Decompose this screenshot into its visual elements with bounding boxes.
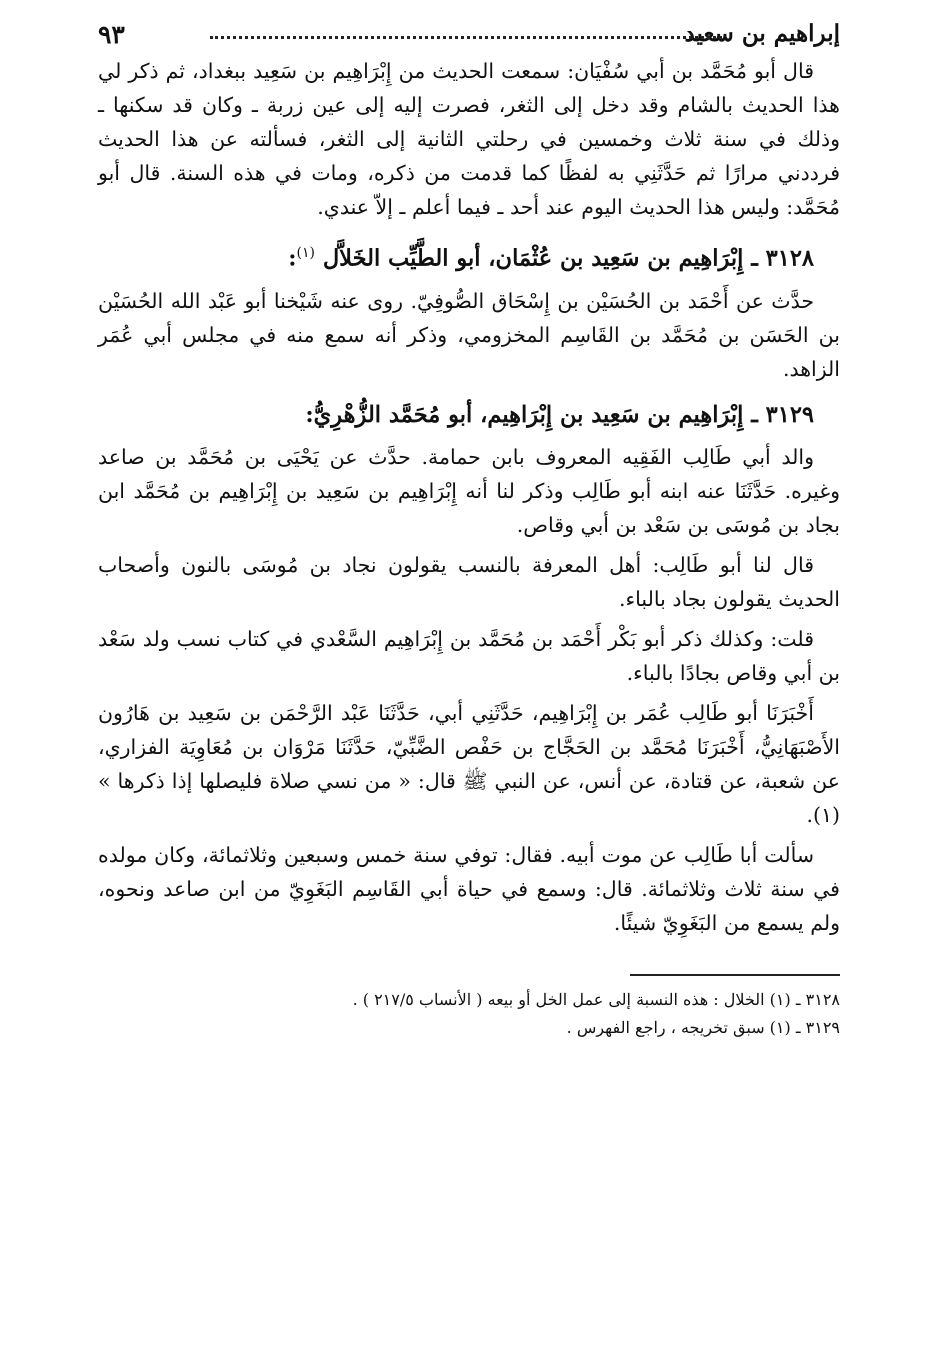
running-head-title: إبراهيم بن سعيد	[684, 20, 840, 47]
running-head	[98, 14, 840, 54]
intro-paragraph: قال أبو مُحَمَّد بن أبي سُفْيَان: سمعت الحديث من إِبْرَاهِيم بن سَعِيد ببغداد، ثم ذكر لي هذا الحديث بالشام وقد دخل إلى الثغر، فصرت إليه إلى عين زربة ـ وكان قد سكنها ـ وذلك في سنة ثلاث وخمسين في رحلتي الثانية إلى الثغر، فسألته عن هذا الحديث فرددني مرارًا ثم حَدَّثَنِي به لفظًا كما قدمت من ذكره، ومات في هذه السنة. قال أبو مُحَمَّد: وليس هذا الحديث اليوم عند أحد ـ فيما أعلم ـ إلاّ عندي.	[98, 59, 840, 219]
page-number: ٩٣	[98, 20, 125, 49]
entry-heading-3128	[98, 236, 840, 276]
footnote: ٣١٢٩ ـ (١) سبق تخريجه ، راجع الفهرس .	[566, 1017, 840, 1037]
footnote-ref: (١)	[296, 245, 315, 261]
entry-heading-text: ٣١٢٨ ـ إِبْرَاهِيم بن سَعِيد بن عُثْمَان، أبو الطَّيِّب الخَلاَّل	[322, 245, 814, 272]
entry-paragraph: قلت: وكذلك ذكر أبو بَكْر أَحْمَد بن مُحَمَّد بن إِبْرَاهِيم السَّعْدي في كتاب نسب ولد سَعْد بن أبي وقاص بجادًا بالباء.	[98, 626, 840, 685]
footnote: ٣١٢٨ ـ (١) الخلال : هذه النسبة إلى عمل الخل أو بيعه ( الأنساب ٢١٧/٥ ) .	[352, 989, 840, 1009]
footnote-separator	[630, 974, 840, 976]
entry-paragraph: قال لنا أبو طَالِب: أهل المعرفة بالنسب يقولون نجاد بن مُوسَى بالنون وأصحاب الحديث يقولون بجاد بالباء.	[98, 552, 840, 611]
entry-paragraph: أَخْبَرَنَا أبو طَالِب عُمَر بن إِبْرَاهِيم، حَدَّثَنِي أبي، حَدَّثَنَا عَبْد الرَّحْمَن بن سَعِيد بن هَارُون الأَصْبَهَانِيُّ، أَخْبَرَنَا مُحَمَّد بن الحَجَّاج بن حَفْص الضَّبِّيّ، حَدَّثَنَا مَرْوَان بن مُعَاوِيَة الفزاري، عن شعبة، عن قتادة، عن أنس، عن النبي ﷺ قال: « من نسي صلاة فليصلها إذا ذكرها » (١).	[98, 700, 840, 827]
entry-heading-text: ٣١٢٩ ـ إِبْرَاهِيم بن سَعِيد بن إِبْرَاهِيم، أبو مُحَمَّد الزُّهْرِيُّ:	[305, 401, 814, 428]
entry-paragraph: حدَّث عن أَحْمَد بن الحُسَيْن بن إِسْحَاق الصُّوفِيّ. روى عنه شَيْخنا أبو عَبْد الله الحُسَيْن بن الحَسَن بن مُحَمَّد بن القَاسِم المخزومي، وذكر أنه سمع منه في مجلس أبي عُمَر الزاهد.	[98, 288, 840, 381]
entry-paragraph: سألت أبا طَالِب عن موت أبيه. فقال: توفي سنة خمس وسبعين وثلاثمائة، وكان مولده في سنة ثلاث وثلاثمائة. قال: وسمع في حياة أبي القَاسِم البَغَوِيّ من ابن صاعد ونحوه، ولم يسمع من البَغَوِيّ شيئًا.	[98, 842, 840, 935]
entry-heading-3129	[98, 398, 840, 432]
leader-dots	[210, 36, 722, 39]
entry-paragraph: والد أبي طَالِب الفَقِيه المعروف بابن حمامة. حدَّث عن يَحْيَى بن مُحَمَّد بن صاعد وغيره. حَدَّثَنَا عنه ابنه أبو طَالِب وذكر لنا أنه إِبْرَاهِيم بن سَعِيد بن إِبْرَاهِيم بن مُحَمَّد ابن بجاد بن مُوسَى بن سَعْد بن أبي وقاص.	[98, 444, 840, 537]
heading-colon: :	[288, 245, 297, 272]
